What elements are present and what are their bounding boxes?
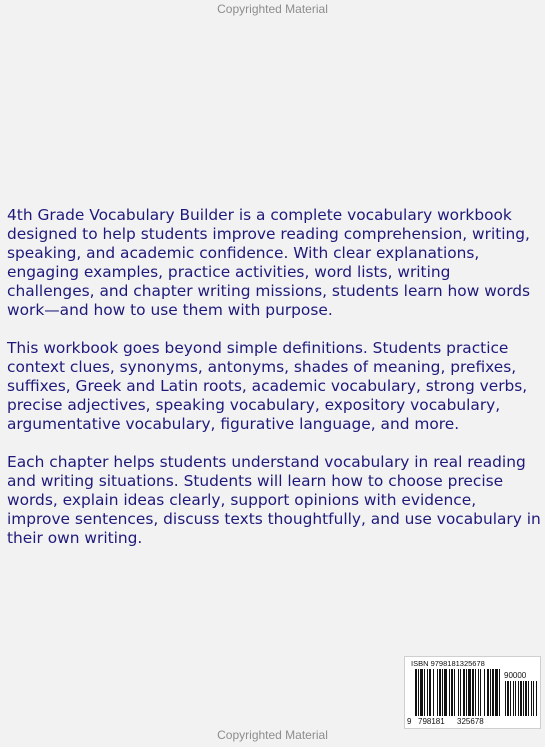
barcode-bar (523, 681, 524, 716)
isbn-barcode (404, 656, 541, 729)
barcode-bar (533, 681, 534, 716)
description-paragraph-3: Each chapter helps students understand vocabulary in real reading and writing situations. Students will learn how to choose precise words, explain ideas clearly, support opinions with evidence, improve sentences, discuss texts thoughtfully, and use vocabulary in their own writing. (7, 453, 541, 547)
barcode-bar (520, 681, 522, 716)
barcode-bar (427, 669, 428, 716)
barcode-bar (463, 669, 465, 716)
copyright-watermark-bottom: Copyrighted Material (217, 728, 328, 742)
barcode-bar (444, 669, 447, 716)
barcode-bar (424, 669, 425, 716)
barcode-bar (433, 669, 434, 716)
barcode-bar (420, 669, 423, 716)
description-paragraph-1: 4th Grade Vocabulary Builder is a complete vocabulary workbook designed to help students improve reading comprehension, writing, speaking, and academic confidence. With clear explanations, engaging examples, practice activities, word lists, writing challenges, and chapter writing missions, students learn how words work—and how to use them with purpose. (7, 206, 531, 319)
barcode-bar (531, 681, 532, 716)
barcode-bar (536, 681, 537, 716)
barcode-bar (518, 681, 519, 716)
barcode-bar (515, 681, 516, 716)
barcode-bar (528, 681, 529, 716)
barcode-bar (454, 669, 455, 716)
barcode-bar (449, 669, 450, 716)
barcode-bar (505, 681, 506, 716)
barcode-bar (513, 681, 514, 716)
barcode-digit-group-1: 798181 (418, 717, 445, 726)
barcode-bar (460, 669, 461, 716)
barcode-bar (480, 669, 481, 716)
barcode-bar (475, 669, 476, 716)
barcode-bar (466, 669, 467, 716)
barcode-bar (478, 669, 479, 716)
barcode-bar (468, 669, 471, 716)
barcode-bar (507, 681, 509, 716)
barcode-bar (439, 669, 441, 716)
barcode-bar (418, 669, 419, 716)
barcode-bar (495, 669, 498, 716)
price-addon-code: 90000 (504, 671, 527, 680)
back-cover-description (7, 206, 541, 567)
isbn-label: ISBN 9798181325678 (411, 659, 485, 668)
barcode-bar (484, 669, 485, 716)
barcode-bar (451, 669, 453, 716)
barcode-digit-group-2: 325678 (457, 717, 484, 726)
barcode-bar (429, 669, 431, 716)
description-paragraph-2: This workbook goes beyond simple definitions. Students practice context clues, synonyms, antonyms, shades of meaning, prefixes, suffixes, Greek and Latin roots, academic vocabulary, strong verbs, precise adjectives, speaking vocabulary, expository vocabulary, argumentative vocabulary, figurative language, and more. (7, 339, 528, 433)
barcode-bar (437, 669, 438, 716)
barcode-bar (458, 669, 459, 716)
barcode-bar (472, 669, 474, 716)
copyright-watermark-top: Copyrighted Material (217, 2, 328, 16)
barcode-bar (442, 669, 443, 716)
barcode-bar (415, 669, 417, 716)
barcode-bar (525, 681, 527, 716)
barcode-lead-digit: 9 (407, 717, 412, 726)
barcode-bar (510, 681, 511, 716)
barcode-bar (487, 669, 489, 716)
barcode-bar (499, 669, 500, 716)
barcode-bar (490, 669, 491, 716)
barcode-bar (492, 669, 494, 716)
